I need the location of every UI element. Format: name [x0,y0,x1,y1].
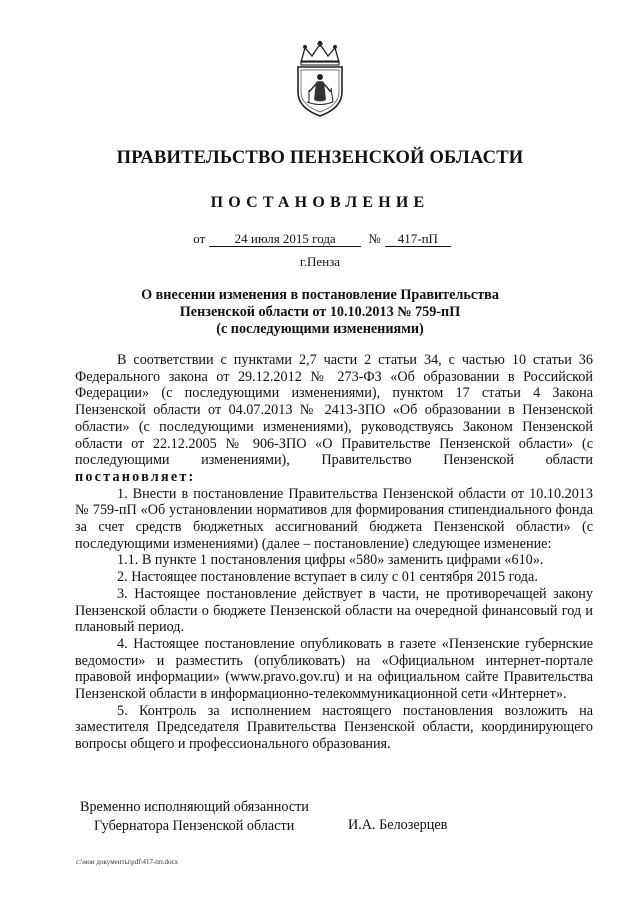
subject-line: Пензенской области от 10.10.2013 № 759-пП [179,304,461,320]
document-body [75,352,593,753]
item-paragraph: 1. Внести в постановление Правительства Пензенской области от 10.10.2013 № 759-пП «Об установлении нормативов для формирования стипендиального фонда за счет средств бюджетных ассигнований бюджета Пензенской области» (с последующими изменениями) (далее – постановление) следующее изменение: [75,485,593,552]
penza-region-coat-of-arms-icon [291,40,349,118]
position-line: Губернатора Пензенской области [94,818,295,834]
document-date: 24 июля 2015 года [209,232,361,247]
date-prefix: от [193,231,206,246]
preamble-text: В соответствии с пунктами 2,7 части 2 статьи 34, с частью 10 статьи 36 Федерального закона от 29.12.2012 № 273-ФЗ «Об образовании в Российской Федерации» (с последующими изменениями), пунктом 17 статьи 4 Закона Пензенской области от 04.07.2013 № 2413-ЗПО «Об образовании в Пензенской области» (с последующими изменениями), руководствуясь Законом Пензенской области от 22.12.2005 № 906-ЗПО «О Правительстве Пензенской области» (с последующими изменениями), Правительство Пензенской области [75,352,593,469]
date-number-line [0,231,640,247]
position-line: Временно исполняющий обязанности [80,799,309,815]
document-subject [0,287,640,338]
subject-line: О внесении изменения в постановление Правительства [141,287,499,303]
government-title: ПРАВИТЕЛЬСТВО ПЕНЗЕНСКОЙ ОБЛАСТИ [116,148,524,168]
number-prefix: № [368,231,381,246]
item-paragraph: 5. Контроль за исполнением настоящего постановления возложить на заместителя Председателя Правительства Пензенской области, координирующего вопросы общего и профессионального образования. [75,702,593,753]
footer-file-path: c:\мои документы\pdf\417-пп.docx [76,858,179,866]
signatory-name: И.А. Белозерцев [348,817,448,833]
item-paragraph: 2. Настоящее постановление вступает в силу с 01 сентября 2015 года. [117,569,538,586]
item-paragraph: 1.1. В пункте 1 постановления цифры «580» заменить цифрами «610». [117,552,544,569]
document-number: 417-пП [385,232,451,247]
subject-line: (с последующими изменениями) [216,321,424,337]
document-type: ПОСТАНОВЛЕНИЕ [210,194,430,211]
decree-keyword: постановляет: [75,468,196,485]
item-paragraph: 4. Настоящее постановление опубликовать в газете «Пензенские губернские ведомости» и разместить (опубликовать) на «Официальном интернет-портале правовой информации» (www.pravo.gov.ru) и на официальном сайте Правительства Пензенской области в информационно-телекоммуникационной сети «Интернет». [75,635,593,703]
preamble-paragraph [75,352,593,486]
signatory-position [80,798,309,836]
item-paragraph: 3. Настоящее постановление действует в части, не противоречащей закону Пензенской области о бюджете Пензенской области на очередной финансовый год и плановый период. [75,585,593,636]
city: г.Пенза [299,254,341,269]
